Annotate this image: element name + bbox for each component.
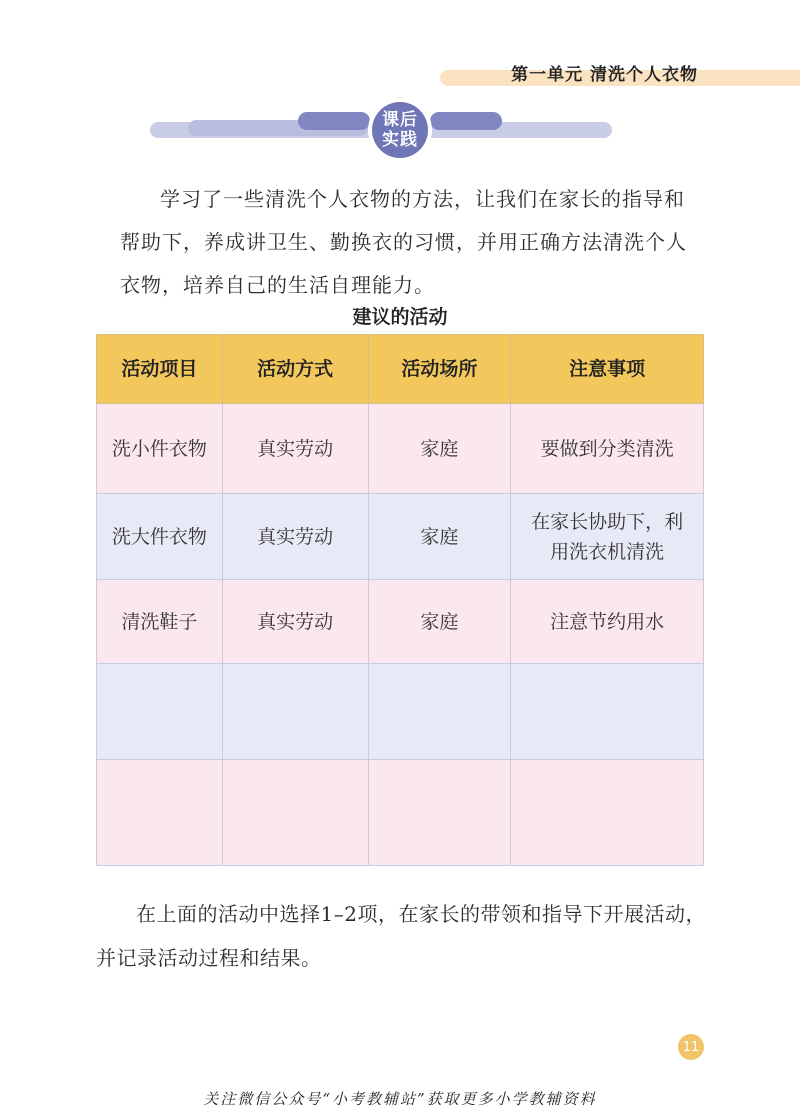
table-cell-empty [368,664,511,760]
table-header-row [97,335,704,404]
table-row [97,404,704,494]
table-cell: 洗小件衣物 [97,404,223,494]
table-cell-empty [222,760,368,866]
table-cell: 要做到分类清洗 [511,404,704,494]
outro-paragraph: 在上面的活动中选择1–2项，在家长的带领和指导下开展活动，并记录活动过程和结果。 [96,902,706,970]
section-banner-pill-right [430,112,502,130]
header-activity-item: 活动项目 [97,335,223,404]
table-cell-empty [511,664,704,760]
section-badge [368,98,432,162]
intro-paragraph: 学习了一些清洗个人衣物的方法，让我们在家长的指导和帮助下，养成讲卫生、勤换衣的习惯，并用正确方法清洗个人衣物，培养自己的生活自理能力。 [120,187,687,297]
table-caption: 建议的活动 [352,306,448,328]
table-row-empty [97,760,704,866]
table-cell-empty [97,760,223,866]
header-activity-method: 活动方式 [222,335,368,404]
table-cell: 注意节约用水 [511,580,704,664]
table-cell: 真实劳动 [222,580,368,664]
header-notes: 注意事项 [511,335,704,404]
table-cell: 真实劳动 [222,494,368,580]
table-cell: 家庭 [368,494,511,580]
page-number: 11 [678,1034,704,1060]
table-cell: 洗大件衣物 [97,494,223,580]
table-cell: 在家长协助下，利用洗衣机清洗 [511,494,704,580]
section-banner-pill-left [298,112,370,130]
table-cell: 家庭 [368,404,511,494]
table-cell-empty [97,664,223,760]
activity-table [96,334,704,866]
table-cell: 家庭 [368,580,511,664]
table-cell-empty [222,664,368,760]
unit-title: 第一单元 清洗个人衣物 [511,65,698,85]
table-cell: 清洗鞋子 [97,580,223,664]
table-row [97,580,704,664]
footer-note: 关注微信公众号“小考教辅站”获取更多小学教辅资料 [203,1090,597,1108]
table-cell: 真实劳动 [222,404,368,494]
table-cell-empty [511,760,704,866]
table-row-empty [97,664,704,760]
table-row [97,494,704,580]
header-activity-place: 活动场所 [368,335,511,404]
table-cell-empty [368,760,511,866]
badge-line-2: 实践 [382,130,418,150]
badge-line-1: 课后 [382,110,418,130]
